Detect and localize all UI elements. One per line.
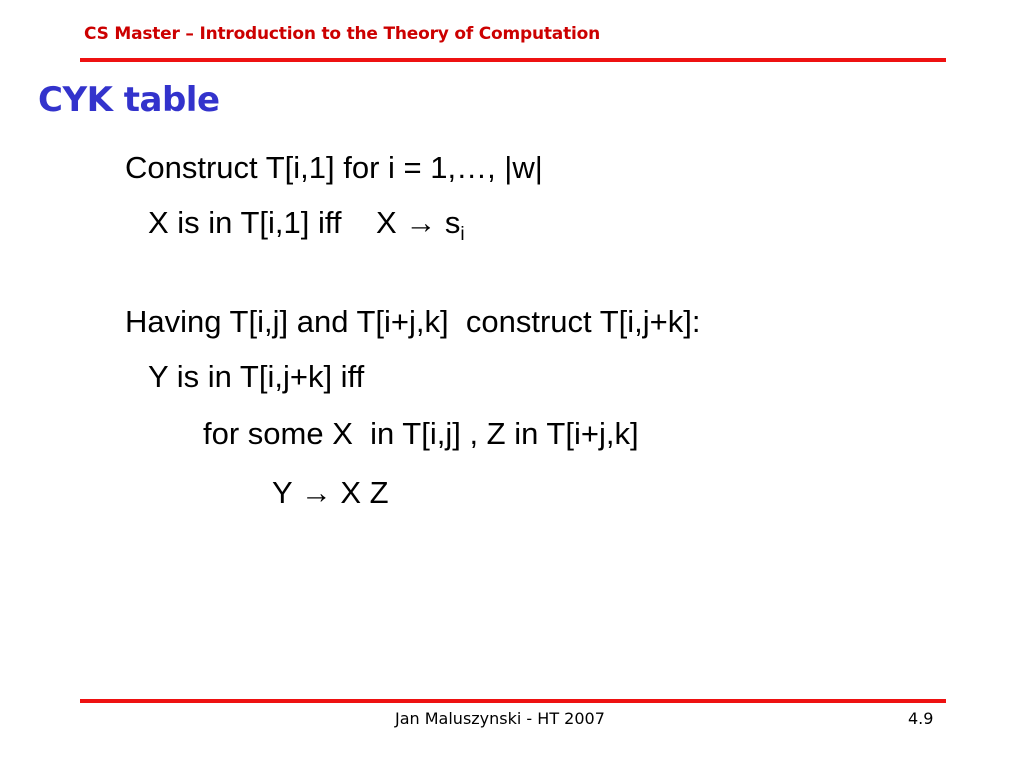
footer-divider [80,699,946,703]
header-divider [80,58,946,62]
base-rule-subscript: i [460,224,465,245]
having-line: Having T[i,j] and T[i+j,k] construct T[i,j+k]: [125,304,701,339]
construct-line: Construct T[i,1] for i = 1,…, |w| [125,150,543,185]
footer-author: Jan Maluszynski - HT 2007 [395,709,605,728]
base-rule-line [148,207,465,244]
page-number: 4.9 [908,709,934,728]
base-rule-text: X is in T[i,1] iff X → s [148,205,461,240]
y-membership-line: Y is in T[i,j+k] iff [148,359,365,394]
slide-title: CYK table [38,80,220,120]
production-line: Y → X Z [272,475,389,510]
course-title: CS Master – Introduction to the Theory of Computation [84,24,601,44]
for-some-line: for some X in T[i,j] , Z in T[i+j,k] [203,416,639,451]
